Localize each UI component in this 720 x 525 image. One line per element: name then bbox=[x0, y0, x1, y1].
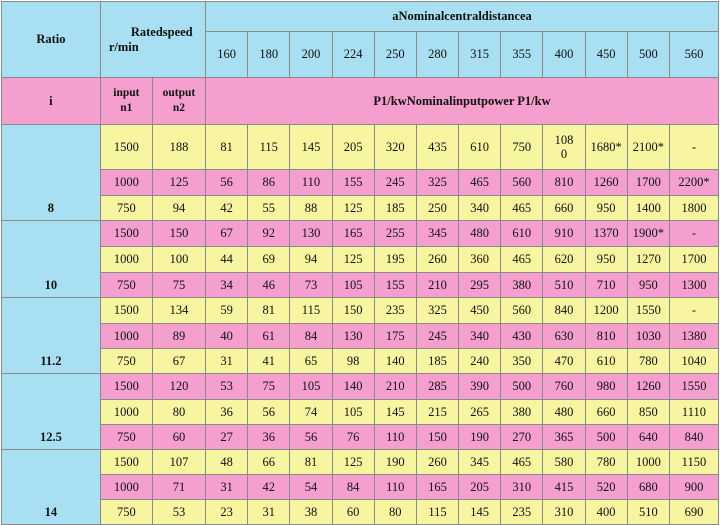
power-value: 465 bbox=[459, 170, 501, 196]
distance-header: 250 bbox=[374, 32, 416, 78]
power-value: 23 bbox=[206, 500, 248, 525]
power-value: 40 bbox=[206, 324, 248, 349]
power-value: 520 bbox=[585, 475, 627, 500]
table-row bbox=[2, 298, 719, 324]
power-value: 145 bbox=[374, 400, 416, 425]
power-value: 215 bbox=[416, 400, 458, 425]
power-value: 710 bbox=[585, 273, 627, 298]
output-speed: 107 bbox=[152, 450, 205, 475]
power-value: 190 bbox=[374, 450, 416, 475]
input-speed: 1000 bbox=[100, 400, 152, 425]
distance-header: 160 bbox=[206, 32, 248, 78]
distance-header: 180 bbox=[248, 32, 290, 78]
power-value: 185 bbox=[374, 196, 416, 221]
output-header bbox=[152, 78, 205, 125]
power-value: 38 bbox=[290, 500, 332, 525]
power-value: 130 bbox=[332, 324, 374, 349]
output-speed: 80 bbox=[152, 400, 205, 425]
rated-speed-header bbox=[100, 2, 205, 78]
power-value: 680 bbox=[627, 475, 669, 500]
power-value: 235 bbox=[374, 298, 416, 324]
power-value: 1040 bbox=[669, 349, 718, 374]
power-value: 46 bbox=[248, 273, 290, 298]
power-value: 260 bbox=[416, 450, 458, 475]
power-value: 235 bbox=[501, 500, 543, 525]
power-value: 660 bbox=[543, 196, 585, 221]
power-value: 115 bbox=[248, 125, 290, 170]
power-value: 81 bbox=[248, 298, 290, 324]
power-value: 630 bbox=[543, 324, 585, 349]
input-speed: 1000 bbox=[100, 170, 152, 196]
distance-header: 280 bbox=[416, 32, 458, 78]
power-value: 380 bbox=[501, 273, 543, 298]
power-value: 67 bbox=[206, 221, 248, 247]
table-row bbox=[2, 221, 719, 247]
power-value: 155 bbox=[332, 170, 374, 196]
power-value: 345 bbox=[459, 450, 501, 475]
power-value: 840 bbox=[669, 425, 718, 450]
table-row bbox=[2, 196, 719, 221]
input-speed: 750 bbox=[100, 196, 152, 221]
output-speed: 75 bbox=[152, 273, 205, 298]
power-value: 1700 bbox=[627, 170, 669, 196]
power-value: 260 bbox=[416, 247, 458, 273]
input-speed: 750 bbox=[100, 273, 152, 298]
power-value: 340 bbox=[459, 324, 501, 349]
power-value: 840 bbox=[543, 298, 585, 324]
power-value: 1000 bbox=[627, 450, 669, 475]
power-value: 950 bbox=[585, 196, 627, 221]
table-row bbox=[2, 349, 719, 374]
output-speed: 134 bbox=[152, 298, 205, 324]
distance-title: aNominalcentraldistancea bbox=[206, 2, 719, 32]
power-value: 1110 bbox=[669, 400, 718, 425]
power-value: 165 bbox=[332, 221, 374, 247]
power-value: 510 bbox=[627, 500, 669, 525]
power-value: 285 bbox=[416, 374, 458, 400]
input-header bbox=[100, 78, 152, 125]
power-value: 150 bbox=[332, 298, 374, 324]
power-value: 54 bbox=[290, 475, 332, 500]
table-row bbox=[2, 400, 719, 425]
power-value: 86 bbox=[248, 170, 290, 196]
power-value: 140 bbox=[332, 374, 374, 400]
power-value: 415 bbox=[543, 475, 585, 500]
input-speed: 1500 bbox=[100, 450, 152, 475]
rated-speed-unit: r/min bbox=[108, 39, 139, 54]
power-value: 810 bbox=[543, 170, 585, 196]
power-value: 48 bbox=[206, 450, 248, 475]
power-value: 325 bbox=[416, 298, 458, 324]
power-value: 610 bbox=[501, 221, 543, 247]
power-value: 150 bbox=[416, 425, 458, 450]
power-value: 580 bbox=[543, 450, 585, 475]
power-value: 1700 bbox=[669, 247, 718, 273]
power-value: 380 bbox=[501, 400, 543, 425]
power-value: 210 bbox=[374, 374, 416, 400]
power-value: 125 bbox=[332, 247, 374, 273]
power-value: 76 bbox=[332, 425, 374, 450]
power-value: 185 bbox=[416, 349, 458, 374]
power-value: 780 bbox=[627, 349, 669, 374]
power-value: 145 bbox=[459, 500, 501, 525]
power-value: 1150 bbox=[669, 450, 718, 475]
power-value: 500 bbox=[501, 374, 543, 400]
output-unit: n2 bbox=[172, 102, 186, 114]
power-value: 610 bbox=[459, 125, 501, 170]
power-value: - bbox=[669, 298, 718, 324]
power-value: 53 bbox=[206, 374, 248, 400]
power-value: 55 bbox=[248, 196, 290, 221]
power-value: 205 bbox=[332, 125, 374, 170]
power-value: 660 bbox=[585, 400, 627, 425]
power-value: 56 bbox=[248, 400, 290, 425]
power-value: 81 bbox=[206, 125, 248, 170]
power-value: 240 bbox=[459, 349, 501, 374]
power-value: 61 bbox=[248, 324, 290, 349]
table-row bbox=[2, 500, 719, 525]
power-value: 92 bbox=[248, 221, 290, 247]
power-value: 470 bbox=[543, 349, 585, 374]
power-value: 1800 bbox=[669, 196, 718, 221]
distance-header: 315 bbox=[459, 32, 501, 78]
power-value: 130 bbox=[290, 221, 332, 247]
power-value: 1030 bbox=[627, 324, 669, 349]
power-value: 105 bbox=[332, 400, 374, 425]
power-value: 115 bbox=[416, 500, 458, 525]
power-value: 900 bbox=[669, 475, 718, 500]
power-value: 36 bbox=[206, 400, 248, 425]
power-value: 430 bbox=[501, 324, 543, 349]
power-value: 41 bbox=[248, 349, 290, 374]
power-value: 295 bbox=[459, 273, 501, 298]
power-value: 365 bbox=[543, 425, 585, 450]
output-speed: 188 bbox=[152, 125, 205, 170]
ratio-value: 12.5 bbox=[2, 374, 101, 450]
power-value: 360 bbox=[459, 247, 501, 273]
output-speed: 60 bbox=[152, 425, 205, 450]
power-value: 125 bbox=[332, 450, 374, 475]
power-value: 500 bbox=[585, 425, 627, 450]
power-value: 60 bbox=[332, 500, 374, 525]
input-speed: 750 bbox=[100, 425, 152, 450]
power-value: 250 bbox=[416, 196, 458, 221]
table-row bbox=[2, 475, 719, 500]
power-value: 750 bbox=[501, 125, 543, 170]
distance-header: 500 bbox=[627, 32, 669, 78]
output-speed: 100 bbox=[152, 247, 205, 273]
power-value: 74 bbox=[290, 400, 332, 425]
power-value: 760 bbox=[543, 374, 585, 400]
power-value: 435 bbox=[416, 125, 458, 170]
power-value: 34 bbox=[206, 273, 248, 298]
output-speed: 150 bbox=[152, 221, 205, 247]
power-value: 910 bbox=[543, 221, 585, 247]
power-value: 480 bbox=[543, 400, 585, 425]
input-speed: 1000 bbox=[100, 475, 152, 500]
power-value: 390 bbox=[459, 374, 501, 400]
power-value: 320 bbox=[374, 125, 416, 170]
power-value: 610 bbox=[585, 349, 627, 374]
power-value: 950 bbox=[585, 247, 627, 273]
power-value: 1550 bbox=[627, 298, 669, 324]
power-value: 31 bbox=[248, 500, 290, 525]
power-rating-table bbox=[1, 1, 719, 525]
output-speed: 71 bbox=[152, 475, 205, 500]
power-value: 690 bbox=[669, 500, 718, 525]
power-value: 1260 bbox=[627, 374, 669, 400]
distance-header: 450 bbox=[585, 32, 627, 78]
input-unit: n1 bbox=[120, 102, 133, 114]
power-value: 65 bbox=[290, 349, 332, 374]
power-value: - bbox=[669, 125, 718, 170]
table-row bbox=[2, 125, 719, 170]
input-label: input bbox=[113, 87, 140, 99]
power-value: 42 bbox=[248, 475, 290, 500]
table-row bbox=[2, 324, 719, 349]
power-value: 2200* bbox=[669, 170, 718, 196]
power-value: 36 bbox=[248, 425, 290, 450]
power-value: 325 bbox=[416, 170, 458, 196]
power-value: 980 bbox=[585, 374, 627, 400]
power-value: 465 bbox=[501, 247, 543, 273]
input-speed: 1500 bbox=[100, 125, 152, 170]
output-speed: 53 bbox=[152, 500, 205, 525]
power-value: 1260 bbox=[585, 170, 627, 196]
power-value: 270 bbox=[501, 425, 543, 450]
power-value: 75 bbox=[248, 374, 290, 400]
power-title: P1/kwNominalinputpower P1/kw bbox=[206, 78, 719, 125]
power-value: 1400 bbox=[627, 196, 669, 221]
power-value: 560 bbox=[501, 298, 543, 324]
input-speed: 1000 bbox=[100, 324, 152, 349]
power-value: 190 bbox=[459, 425, 501, 450]
distance-header: 400 bbox=[543, 32, 585, 78]
output-speed: 67 bbox=[152, 349, 205, 374]
power-value: 210 bbox=[416, 273, 458, 298]
power-value: 950 bbox=[627, 273, 669, 298]
output-speed: 89 bbox=[152, 324, 205, 349]
power-value: 94 bbox=[290, 247, 332, 273]
power-value: 1680* bbox=[585, 125, 627, 170]
power-value: 255 bbox=[374, 221, 416, 247]
power-value: 1380 bbox=[669, 324, 718, 349]
power-value: 780 bbox=[585, 450, 627, 475]
power-value: 31 bbox=[206, 475, 248, 500]
power-value: 1200 bbox=[585, 298, 627, 324]
power-value: 450 bbox=[459, 298, 501, 324]
power-value: 165 bbox=[416, 475, 458, 500]
table-row bbox=[2, 374, 719, 400]
input-speed: 1000 bbox=[100, 247, 152, 273]
table-row bbox=[2, 425, 719, 450]
table-row bbox=[2, 170, 719, 196]
power-value: 810 bbox=[585, 324, 627, 349]
input-speed: 1500 bbox=[100, 298, 152, 324]
power-value: 84 bbox=[332, 475, 374, 500]
power-value: 465 bbox=[501, 450, 543, 475]
power-value: 110 bbox=[290, 170, 332, 196]
power-value: 125 bbox=[332, 196, 374, 221]
power-value: 73 bbox=[290, 273, 332, 298]
power-value: 245 bbox=[374, 170, 416, 196]
power-value: 145 bbox=[290, 125, 332, 170]
input-speed: 750 bbox=[100, 349, 152, 374]
ratio-value: 8 bbox=[2, 125, 101, 221]
power-value: 155 bbox=[374, 273, 416, 298]
power-value: 205 bbox=[459, 475, 501, 500]
power-value: 400 bbox=[585, 500, 627, 525]
power-value: 1370 bbox=[585, 221, 627, 247]
power-value: 81 bbox=[290, 450, 332, 475]
power-value: 245 bbox=[416, 324, 458, 349]
power-value: 110 bbox=[374, 425, 416, 450]
power-value: 345 bbox=[416, 221, 458, 247]
power-value: 640 bbox=[627, 425, 669, 450]
distance-header: 355 bbox=[501, 32, 543, 78]
power-value: - bbox=[669, 221, 718, 247]
power-value: 480 bbox=[459, 221, 501, 247]
power-value: 108 0 bbox=[543, 125, 585, 170]
power-value: 80 bbox=[374, 500, 416, 525]
input-speed: 750 bbox=[100, 500, 152, 525]
table-body bbox=[2, 125, 719, 525]
power-value: 42 bbox=[206, 196, 248, 221]
power-value: 1550 bbox=[669, 374, 718, 400]
power-value: 850 bbox=[627, 400, 669, 425]
output-label: output bbox=[162, 87, 196, 99]
ratio-value: 11.2 bbox=[2, 298, 101, 374]
power-value: 105 bbox=[290, 374, 332, 400]
power-value: 98 bbox=[332, 349, 374, 374]
power-value: 115 bbox=[290, 298, 332, 324]
power-value: 27 bbox=[206, 425, 248, 450]
power-value: 310 bbox=[501, 475, 543, 500]
distance-header: 224 bbox=[332, 32, 374, 78]
distance-header: 200 bbox=[290, 32, 332, 78]
power-value: 31 bbox=[206, 349, 248, 374]
power-value: 44 bbox=[206, 247, 248, 273]
ratio-header: Ratio bbox=[2, 2, 101, 78]
output-speed: 94 bbox=[152, 196, 205, 221]
power-value: 340 bbox=[459, 196, 501, 221]
power-value: 84 bbox=[290, 324, 332, 349]
power-value: 560 bbox=[501, 170, 543, 196]
power-value: 195 bbox=[374, 247, 416, 273]
power-value: 510 bbox=[543, 273, 585, 298]
power-value: 620 bbox=[543, 247, 585, 273]
power-value: 175 bbox=[374, 324, 416, 349]
power-value: 465 bbox=[501, 196, 543, 221]
power-value: 59 bbox=[206, 298, 248, 324]
output-speed: 120 bbox=[152, 374, 205, 400]
power-value: 1300 bbox=[669, 273, 718, 298]
table-row bbox=[2, 450, 719, 475]
i-label: i bbox=[2, 78, 101, 125]
power-value: 310 bbox=[543, 500, 585, 525]
table-row bbox=[2, 247, 719, 273]
power-value: 88 bbox=[290, 196, 332, 221]
power-value: 69 bbox=[248, 247, 290, 273]
distance-header: 560 bbox=[669, 32, 718, 78]
power-value: 56 bbox=[206, 170, 248, 196]
power-value: 66 bbox=[248, 450, 290, 475]
power-value: 1270 bbox=[627, 247, 669, 273]
ratio-value: 14 bbox=[2, 450, 101, 525]
output-speed: 125 bbox=[152, 170, 205, 196]
rated-speed-label: Ratedspeed bbox=[130, 24, 193, 39]
input-speed: 1500 bbox=[100, 221, 152, 247]
power-value: 140 bbox=[374, 349, 416, 374]
power-value: 350 bbox=[501, 349, 543, 374]
power-value: 1900* bbox=[627, 221, 669, 247]
power-value: 265 bbox=[459, 400, 501, 425]
table-row bbox=[2, 273, 719, 298]
power-value: 2100* bbox=[627, 125, 669, 170]
input-speed: 1500 bbox=[100, 374, 152, 400]
ratio-value: 10 bbox=[2, 221, 101, 298]
power-value: 105 bbox=[332, 273, 374, 298]
power-value: 56 bbox=[290, 425, 332, 450]
power-value: 110 bbox=[374, 475, 416, 500]
